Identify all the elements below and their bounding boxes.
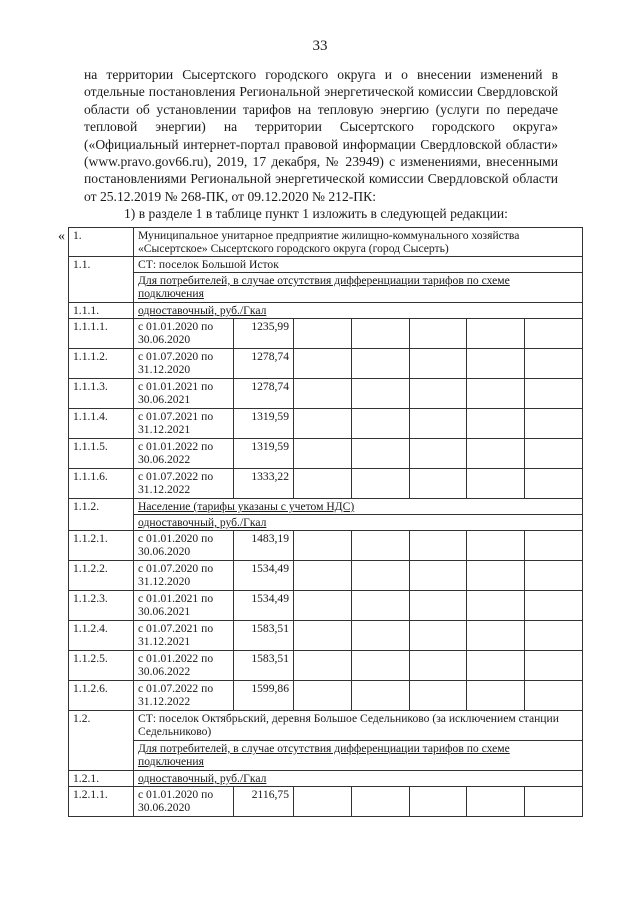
empty-cell (409, 439, 467, 469)
tariff-code-cell: 1.2.1.1. (69, 787, 134, 817)
intro-paragraph: на территории Сысертского городского округа и о внесении изменений в отдельные постановления Региональной энергетической комиссии Свердловской области об установлении тарифов на тепловую энергию (услуги по передаче тепловой энергии) на территории Сысертского городского округа» («Официальный интернет-портал правовой информации Свердловской области» (www.pravo.gov66.ru), 2019, 17 декабря, № 23949) с изменениями, внесенными постановлениями Региональной энергетической комиссии Свердловской области от 25.12.2019 № 268-ПК, от 09.12.2020 № 212-ПК: (84, 67, 558, 204)
empty-cell (351, 787, 409, 817)
tariff-price-cell: 1278,74 (234, 349, 294, 379)
empty-cell (467, 349, 525, 379)
org-row (69, 228, 583, 257)
empty-cell (351, 561, 409, 591)
tariff-row (69, 409, 583, 439)
tariff-period-cell: с 01.01.2022 по 30.06.2022 (134, 651, 234, 681)
empty-cell (525, 681, 583, 711)
tariff-table-body (69, 228, 583, 817)
tariff-code-cell: 1.1.2.4. (69, 621, 134, 651)
tariff-price-cell: 1583,51 (234, 651, 294, 681)
group-code-cell: 1.2.1. (69, 771, 134, 787)
empty-cell (294, 319, 352, 349)
group-label-cell: одноставочный, руб./Гкал (134, 303, 583, 319)
empty-cell (294, 469, 352, 499)
consumer-row (69, 741, 583, 771)
tariff-row (69, 591, 583, 621)
tariff-code-cell: 1.1.2.5. (69, 651, 134, 681)
tariff-code-cell: 1.1.1.1. (69, 319, 134, 349)
group-code-cell: 1.1.2. (69, 499, 134, 531)
empty-cell (467, 681, 525, 711)
tariff-period-cell: с 01.07.2022 по 31.12.2022 (134, 469, 234, 499)
tariff-row (69, 651, 583, 681)
empty-cell (467, 651, 525, 681)
empty-cell (467, 621, 525, 651)
tariff-code-cell: 1.1.1.5. (69, 439, 134, 469)
org-code-cell: 1. (69, 228, 134, 257)
empty-cell (351, 621, 409, 651)
empty-cell (409, 349, 467, 379)
org-name-cell: Муниципальное унитарное предприятие жилищно-коммунального хозяйства «Сысертское» Сысертского городского округа (город Сысерть) (134, 228, 583, 257)
empty-cell (351, 469, 409, 499)
empty-cell (467, 379, 525, 409)
empty-cell (409, 651, 467, 681)
tariff-price-cell: 1583,51 (234, 621, 294, 651)
group-heading-cell: Население (тарифы указаны с учетом НДС) (134, 499, 583, 515)
tariff-row (69, 349, 583, 379)
empty-cell (351, 591, 409, 621)
group-label-row (69, 771, 583, 787)
tariff-code-cell: 1.1.1.4. (69, 409, 134, 439)
empty-cell (294, 379, 352, 409)
tariff-code-cell: 1.1.1.2. (69, 349, 134, 379)
empty-cell (525, 349, 583, 379)
empty-cell (351, 651, 409, 681)
group-label-row (69, 515, 583, 531)
empty-cell (467, 319, 525, 349)
empty-cell (409, 621, 467, 651)
empty-cell (409, 561, 467, 591)
group-label-cell: одноставочный, руб./Гкал (134, 771, 583, 787)
section-code-cell: 1.2. (69, 711, 134, 771)
tariff-period-cell: с 01.07.2020 по 31.12.2020 (134, 349, 234, 379)
empty-cell (409, 469, 467, 499)
tariff-price-cell: 1534,49 (234, 561, 294, 591)
empty-cell (351, 379, 409, 409)
empty-cell (351, 349, 409, 379)
section-name-cell: СТ: поселок Большой Исток (134, 257, 583, 273)
tariff-price-cell: 1235,99 (234, 319, 294, 349)
section-name-cell: СТ: поселок Октябрьский, деревня Большое Седельниково (за исключением станции Седельниково) (134, 711, 583, 741)
empty-cell (467, 591, 525, 621)
group-heading-row (69, 499, 583, 515)
empty-cell (525, 319, 583, 349)
empty-cell (351, 531, 409, 561)
tariff-period-cell: с 01.07.2020 по 31.12.2020 (134, 561, 234, 591)
tariff-row (69, 621, 583, 651)
empty-cell (294, 531, 352, 561)
tariff-period-cell: с 01.07.2022 по 31.12.2022 (134, 681, 234, 711)
tariff-row (69, 319, 583, 349)
tariff-price-cell: 1333,22 (234, 469, 294, 499)
empty-cell (409, 591, 467, 621)
tariff-row (69, 469, 583, 499)
empty-cell (525, 787, 583, 817)
empty-cell (294, 439, 352, 469)
empty-cell (409, 409, 467, 439)
tariff-row (69, 439, 583, 469)
tariff-code-cell: 1.1.2.1. (69, 531, 134, 561)
tariff-period-cell: с 01.01.2020 по 30.06.2020 (134, 531, 234, 561)
empty-cell (467, 469, 525, 499)
group-code-cell: 1.1.1. (69, 303, 134, 319)
tariff-code-cell: 1.1.1.3. (69, 379, 134, 409)
empty-cell (525, 409, 583, 439)
empty-cell (525, 651, 583, 681)
empty-cell (409, 681, 467, 711)
empty-cell (409, 319, 467, 349)
tariff-row (69, 531, 583, 561)
tariff-row (69, 681, 583, 711)
tariff-row (69, 379, 583, 409)
empty-cell (525, 561, 583, 591)
empty-cell (525, 621, 583, 651)
empty-cell (467, 561, 525, 591)
empty-cell (525, 469, 583, 499)
tariff-code-cell: 1.1.1.6. (69, 469, 134, 499)
tariff-price-cell: 1599,86 (234, 681, 294, 711)
consumer-row (69, 273, 583, 303)
empty-cell (467, 409, 525, 439)
intro-lead: 1) в разделе 1 в таблице пункт 1 изложить в следующей редакции: (124, 206, 508, 222)
tariff-code-cell: 1.1.2.3. (69, 591, 134, 621)
section-row (69, 257, 583, 273)
empty-cell (294, 621, 352, 651)
tariff-row (69, 561, 583, 591)
tariff-period-cell: с 01.01.2020 по 30.06.2020 (134, 787, 234, 817)
empty-cell (351, 319, 409, 349)
empty-cell (525, 531, 583, 561)
group-label-row (69, 303, 583, 319)
empty-cell (294, 591, 352, 621)
section-code-cell: 1.1. (69, 257, 134, 303)
empty-cell (294, 561, 352, 591)
tariff-price-cell: 2116,75 (234, 787, 294, 817)
empty-cell (467, 531, 525, 561)
opening-quote-mark: « (58, 229, 65, 244)
tariff-code-cell: 1.1.2.6. (69, 681, 134, 711)
tariff-price-cell: 1319,59 (234, 439, 294, 469)
tariff-price-cell: 1278,74 (234, 379, 294, 409)
empty-cell (409, 379, 467, 409)
tariff-period-cell: с 01.07.2021 по 31.12.2021 (134, 409, 234, 439)
empty-cell (294, 651, 352, 681)
empty-cell (525, 591, 583, 621)
intro-text (84, 66, 558, 223)
empty-cell (409, 787, 467, 817)
empty-cell (294, 349, 352, 379)
tariff-period-cell: с 01.01.2021 по 30.06.2021 (134, 591, 234, 621)
consumer-cell: Для потребителей, в случае отсутствия дифференциации тарифов по схеме подключения (134, 741, 583, 771)
tariff-period-cell: с 01.01.2022 по 30.06.2022 (134, 439, 234, 469)
tariff-row (69, 787, 583, 817)
empty-cell (351, 681, 409, 711)
empty-cell (467, 439, 525, 469)
empty-cell (409, 531, 467, 561)
tariff-price-cell: 1534,49 (234, 591, 294, 621)
empty-cell (467, 787, 525, 817)
empty-cell (351, 409, 409, 439)
empty-cell (525, 439, 583, 469)
empty-cell (351, 439, 409, 469)
empty-cell (294, 409, 352, 439)
tariff-table (68, 227, 583, 817)
consumer-cell: Для потребителей, в случае отсутствия дифференциации тарифов по схеме подключения (134, 273, 583, 303)
tariff-period-cell: с 01.07.2021 по 31.12.2021 (134, 621, 234, 651)
tariff-period-cell: с 01.01.2020 по 30.06.2020 (134, 319, 234, 349)
page-number: 33 (312, 38, 328, 54)
empty-cell (294, 787, 352, 817)
empty-cell (294, 681, 352, 711)
section-row (69, 711, 583, 741)
tariff-code-cell: 1.1.2.2. (69, 561, 134, 591)
tariff-price-cell: 1319,59 (234, 409, 294, 439)
empty-cell (525, 379, 583, 409)
group-label-cell: одноставочный, руб./Гкал (134, 515, 583, 531)
tariff-price-cell: 1483,19 (234, 531, 294, 561)
tariff-period-cell: с 01.01.2021 по 30.06.2021 (134, 379, 234, 409)
